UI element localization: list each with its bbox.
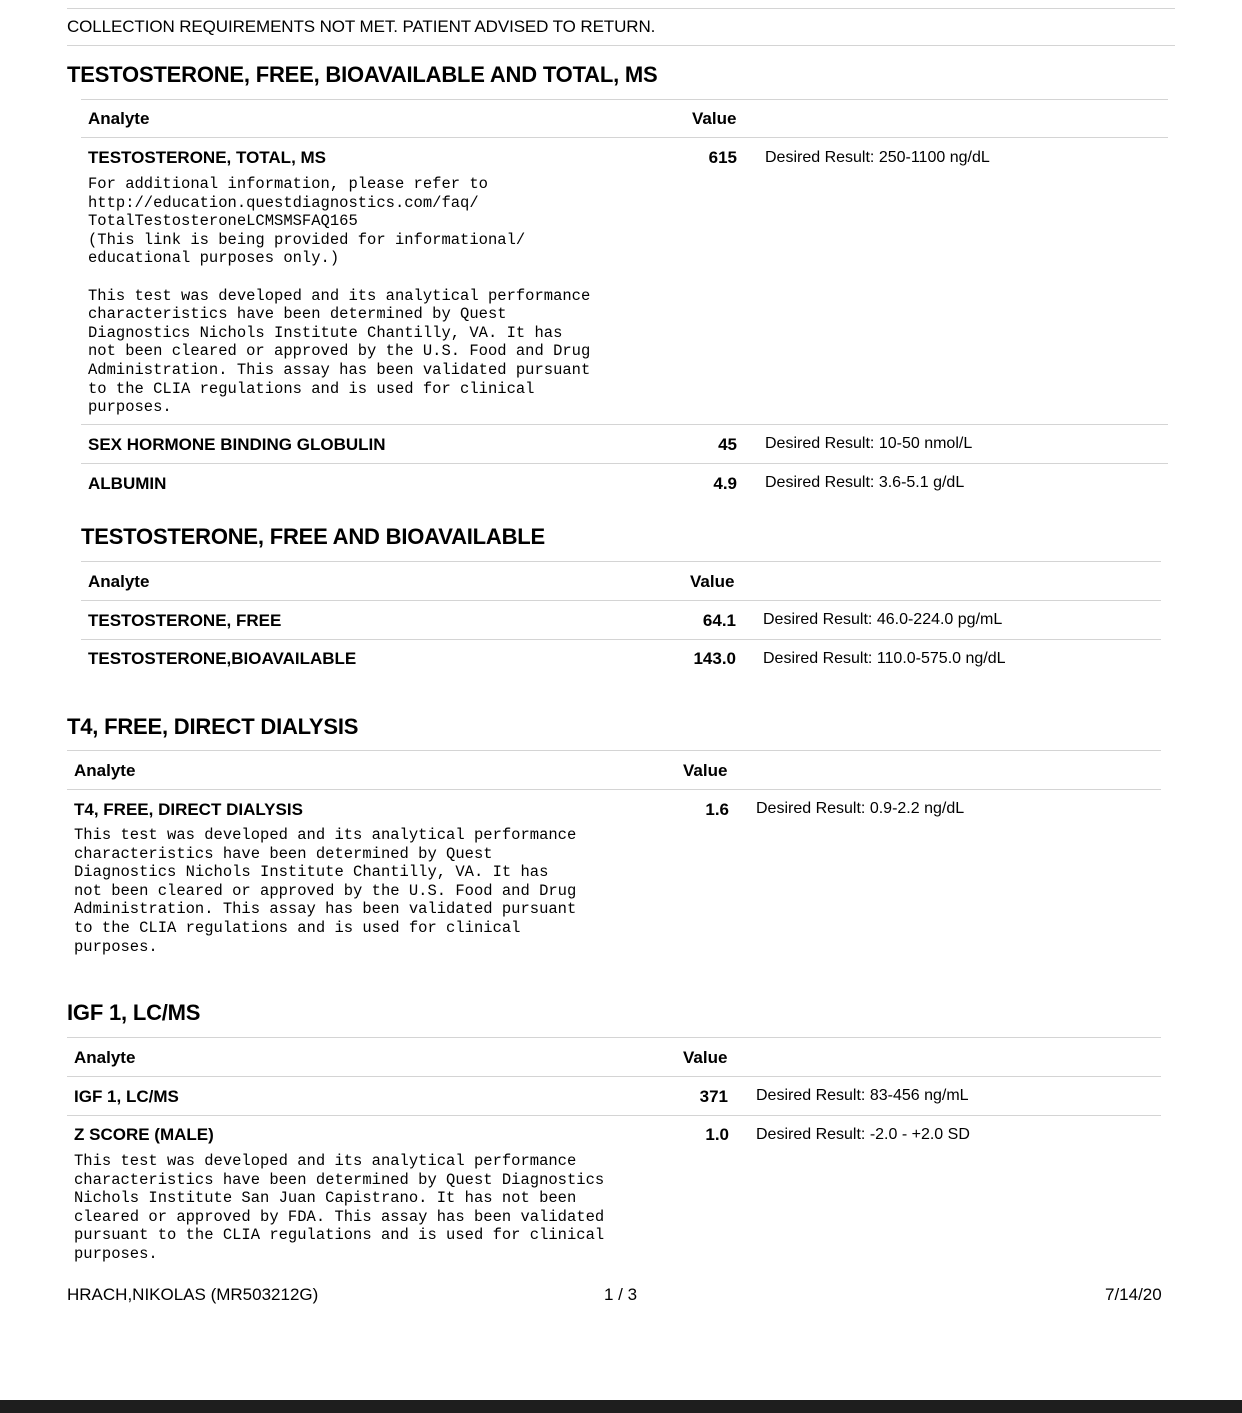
analyte-value: 615 <box>708 148 737 167</box>
table-divider <box>81 137 1168 138</box>
analyte-note: This test was developed and its analytical performance characteristics have been determined by Quest Diagnostics Nichols Institute Chantilly, VA. It has not been cleared or approved by the U.S. Food and Drug Administration. This assay has been validated pursuant to the CLIA regulations and is used for clinical purposes. <box>74 826 577 956</box>
analyte-value: 371 <box>699 1087 728 1106</box>
section-title-t4: T4, FREE, DIRECT DIALYSIS <box>67 714 359 739</box>
analyte-name: IGF 1, LC/MS <box>74 1087 179 1106</box>
table-divider <box>81 600 1161 601</box>
table-divider <box>81 99 1168 100</box>
desired-result: Desired Result: 46.0-224.0 pg/mL <box>763 611 1003 628</box>
footer-date: 7/14/20 <box>1105 1285 1162 1304</box>
column-header-value: Value <box>683 761 728 780</box>
column-header-analyte: Analyte <box>74 1048 136 1067</box>
collection-notice: COLLECTION REQUIREMENTS NOT MET. PATIENT ADVISED TO RETURN. <box>67 17 656 36</box>
analyte-name: Z SCORE (MALE) <box>74 1125 214 1144</box>
analyte-name: T4, FREE, DIRECT DIALYSIS <box>74 800 303 819</box>
table-divider <box>81 463 1168 464</box>
analyte-value: 143.0 <box>693 649 736 668</box>
viewer-bottom-bar <box>0 1400 1242 1413</box>
desired-result: Desired Result: 0.9-2.2 ng/dL <box>756 800 965 817</box>
desired-result: Desired Result: 250-1100 ng/dL <box>765 149 990 166</box>
analyte-name: SEX HORMONE BINDING GLOBULIN <box>88 435 386 454</box>
analyte-value: 45 <box>718 435 737 454</box>
footer-page-number: 1 / 3 <box>604 1285 638 1304</box>
section-title-testosterone-free: TESTOSTERONE, FREE AND BIOAVAILABLE <box>81 524 545 549</box>
column-header-value: Value <box>683 1048 728 1067</box>
column-header-value: Value <box>690 572 735 591</box>
desired-result: Desired Result: -2.0 - +2.0 SD <box>756 1126 970 1143</box>
column-header-value: Value <box>692 109 737 128</box>
analyte-name: ALBUMIN <box>88 474 167 493</box>
table-divider <box>67 1076 1161 1077</box>
desired-result: Desired Result: 83-456 ng/mL <box>756 1087 969 1104</box>
table-divider <box>67 1037 1161 1038</box>
notice-divider <box>67 45 1175 46</box>
table-divider <box>81 424 1168 425</box>
analyte-value: 4.9 <box>713 474 737 493</box>
analyte-value: 64.1 <box>702 611 736 630</box>
analyte-name: TESTOSTERONE,BIOAVAILABLE <box>88 649 357 668</box>
analyte-note: For additional information, please refer to http://education.questdiagnostics.com/faq/ TotalTestosteroneLCMSMSFAQ165 (This link is being provided for informational/ educational purposes only.) This test was developed and its analytical performance characteristics have been determined by Quest Diagnostics Nichols Institute Chantilly, VA. It has not been cleared or approved by the U.S. Food and Drug Administration. This assay has been validated pursuant to the CLIA regulations and is used for clinical purposes. <box>88 175 591 417</box>
analyte-note: This test was developed and its analytical performance characteristics have been determined by Quest Diagnostics Nichols Institute San Juan Capistrano. It has not been cleared or approved by FDA. This assay has been validated pursuant to the CLIA regulations and is used for clinical purposes. <box>74 1152 605 1263</box>
analyte-value: 1.0 <box>705 1125 729 1144</box>
table-divider <box>81 639 1161 640</box>
column-header-analyte: Analyte <box>88 109 150 128</box>
analyte-name: TESTOSTERONE, TOTAL, MS <box>88 148 327 167</box>
column-header-analyte: Analyte <box>74 761 136 780</box>
table-divider <box>67 789 1161 790</box>
desired-result: Desired Result: 110.0-575.0 ng/dL <box>763 650 1006 667</box>
section-title-igf1: IGF 1, LC/MS <box>67 1000 201 1025</box>
column-header-analyte: Analyte <box>88 572 150 591</box>
top-divider <box>67 8 1175 9</box>
table-divider <box>67 1115 1161 1116</box>
section-title-testosterone-full: TESTOSTERONE, FREE, BIOAVAILABLE AND TOTAL, MS <box>67 62 658 87</box>
analyte-name: TESTOSTERONE, FREE <box>88 611 282 630</box>
table-divider <box>81 561 1161 562</box>
desired-result: Desired Result: 10-50 nmol/L <box>765 435 973 452</box>
footer-patient: HRACH,NIKOLAS (MR503212G) <box>67 1285 319 1304</box>
analyte-value: 1.6 <box>705 800 729 819</box>
desired-result: Desired Result: 3.6-5.1 g/dL <box>765 474 965 491</box>
table-divider <box>67 750 1161 751</box>
